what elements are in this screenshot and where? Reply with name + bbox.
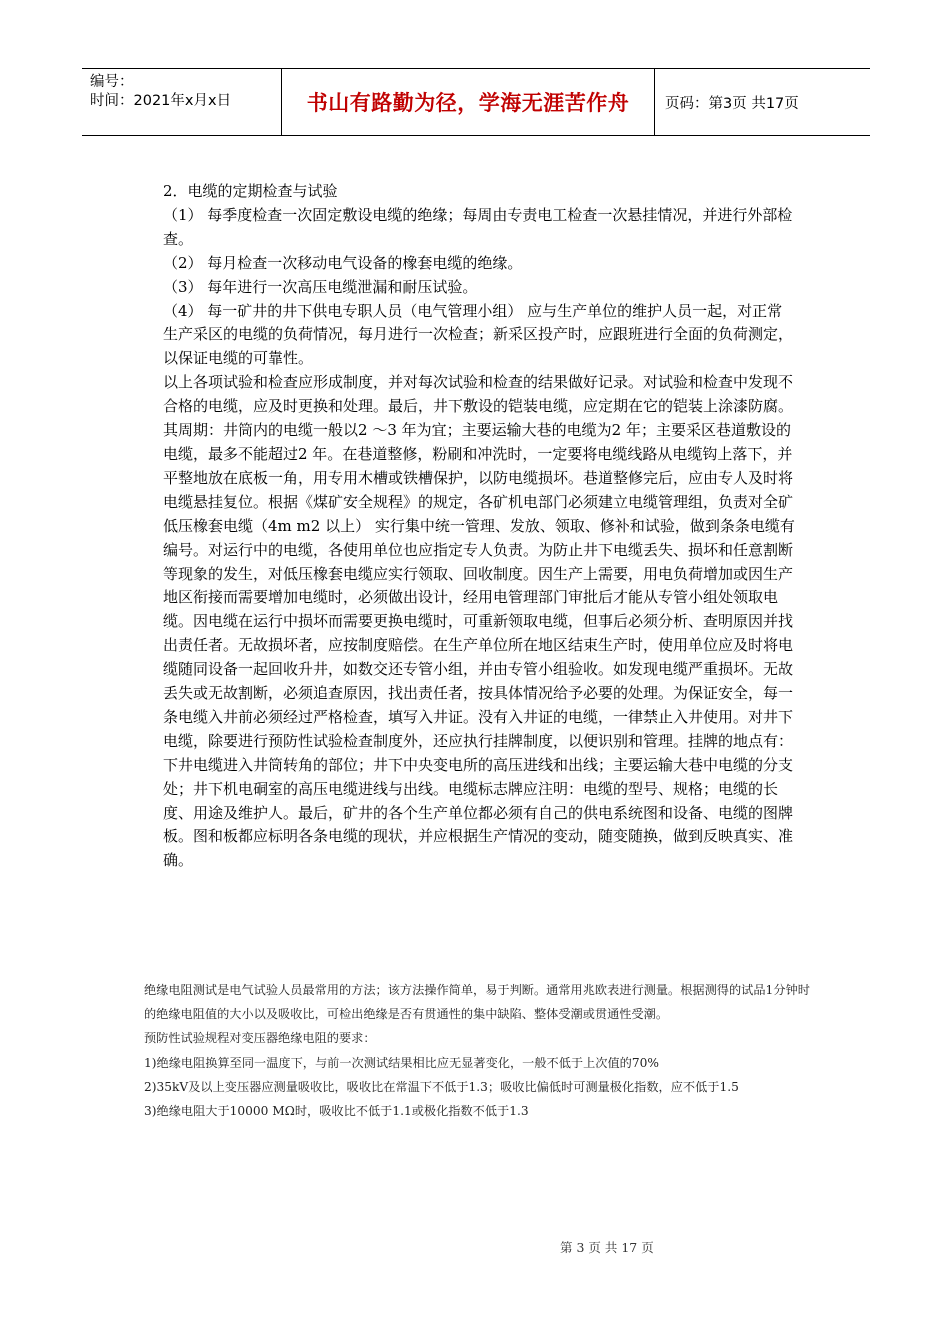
header-page-label: 页码：第3页 共17页 — [665, 95, 799, 112]
page-header — [82, 68, 870, 136]
insulation-note — [144, 978, 812, 1123]
section-heading: 2．电缆的定期检查与试验 — [163, 182, 338, 200]
section-item-4: （4） 每一矿井的井下供电专职人员（电气管理小组） 应与生产单位的维护人员一起，对正常生产采区的电缆的负荷情况，每月进行一次检查；新采区投产时，应跟班进行全面的负荷测定，以保证电缆的可靠性。 — [163, 301, 794, 368]
section-item-2: （2） 每月检查一次移动电气设备的橡套电缆的绝缘。 — [163, 253, 523, 272]
header-meta — [82, 69, 282, 135]
note-intro: 绝缘电阻测试是电气试验人员最常用的方法；该方法操作简单，易于判断。通常用兆欧表进行测量。根据测得的试品1分钟时的绝缘电阻值的大小以及吸收比，可检出绝缘是否有贯通性的集中缺陷、整体受潮或贯通性受潮。 — [144, 983, 810, 1022]
document-number-label: 编号： — [90, 74, 134, 90]
note-rule-title: 预防性试验规程对变压器绝缘电阻的要求： — [144, 1031, 376, 1046]
note-rule-3: 3)绝缘电阻大于10000 MΩ时，吸收比不低于1.1或极化指数不低于1.3 — [144, 1104, 529, 1119]
section-item-1: （1） 每季度检查一次固定敷设电缆的绝缘；每周由专责电工检查一次悬挂情况，并进行外部检查。 — [163, 205, 793, 248]
main-content — [163, 180, 795, 873]
header-motto: 书山有路勤为径，学海无涯苦作舟 — [282, 69, 655, 135]
note-rule-2: 2)35kV及以上变压器应测量吸收比，吸收比在常温下不低于1.3；吸收比偏低时可测量极化指数，应不低于1.5 — [144, 1079, 739, 1094]
note-rule-1: 1)绝缘电阻换算至同一温度下，与前一次测试结果相比应无显著变化，一般不低于上次值的70% — [144, 1055, 659, 1070]
section-body: 以上各项试验和检查应形成制度，并对每次试验和检查的结果做好记录。对试验和检查中发现不合格的电缆，应及时更换和处理。最后，井下敷设的铠装电缆，应定期在它的铠装上涂漆防腐。其周期：井筒内的电缆一般以2 ～3 年为宜；主要运输大巷的电缆为2 年；主要采区巷道敷设的电缆，最多不能超过2 年。在巷道整修，粉刷和冲洗时，一定要将电缆线路从电缆钩上落下，并平整地放在底板一角，用专用木槽或铁槽保护，以防电缆损坏。巷道整修完后，应由专人及时将电缆悬挂复位。根据《煤矿安全规程》的规定，各矿机电部门必须建立电缆管理组，负责对全矿低压橡套电缆（4m m2 以上） 实行集中统一管理、发放、领取、修补和试验，做到条条电缆有编号。对运行中的电缆，各使用单位也应指定专人负责。为防止井下电缆丢失、损坏和任意割断等现象的发生，对低压橡套电缆应实行领取、回收制度。因生产上需要，用电负荷增加或因生产地区衔接而需要增加电缆时，必须做出设计，经用电管理部门审批后才能从专管小组处领取电缆。因电缆在运行中损坏而需要更换电缆时，可重新领取电缆，但事后必须分析、查明原因并找出责任者。无故损坏者，应按制度赔偿。在生产单位所在地区结束生产时，使用单位应及时将电缆随同设备一起回收升井，如数交还专管小组，并由专管小组验收。如发现电缆严重损坏。无故丢失或无故割断，必须追查原因，找出责任者，按具体情况给予必要的处理。为保证安全，每一条电缆入井前必须经过严格检查，填写入井证。没有入井证的电缆，一律禁止入井使用。对井下电缆，除要进行预防性试验检查制度外，还应执行挂牌制度，以便识别和管理。挂牌的地点有：下井电缆进入井筒转角的部位；井下中央变电所的高压进线和出线；主要运输大巷中电缆的分支处；井下机电硐室的高压电缆进线与出线。电缆标志牌应注明：电缆的型号、规格；电缆的长度、用途及维护人。最后，矿井的各个生产单位都必须有自己的供电系统图和设备、电缆的图牌板。图和板都应标明各条电缆的现状，并应根据生产情况的变动，随变随换，做到反映真实、准确。 — [163, 373, 795, 870]
section-item-3: （3） 每年进行一次高压电缆泄漏和耐压试验。 — [163, 277, 478, 296]
page-footer: 第 3 页 共 17 页 — [560, 1240, 654, 1255]
document-date-label: 时间：2021年x月x日 — [90, 93, 232, 109]
